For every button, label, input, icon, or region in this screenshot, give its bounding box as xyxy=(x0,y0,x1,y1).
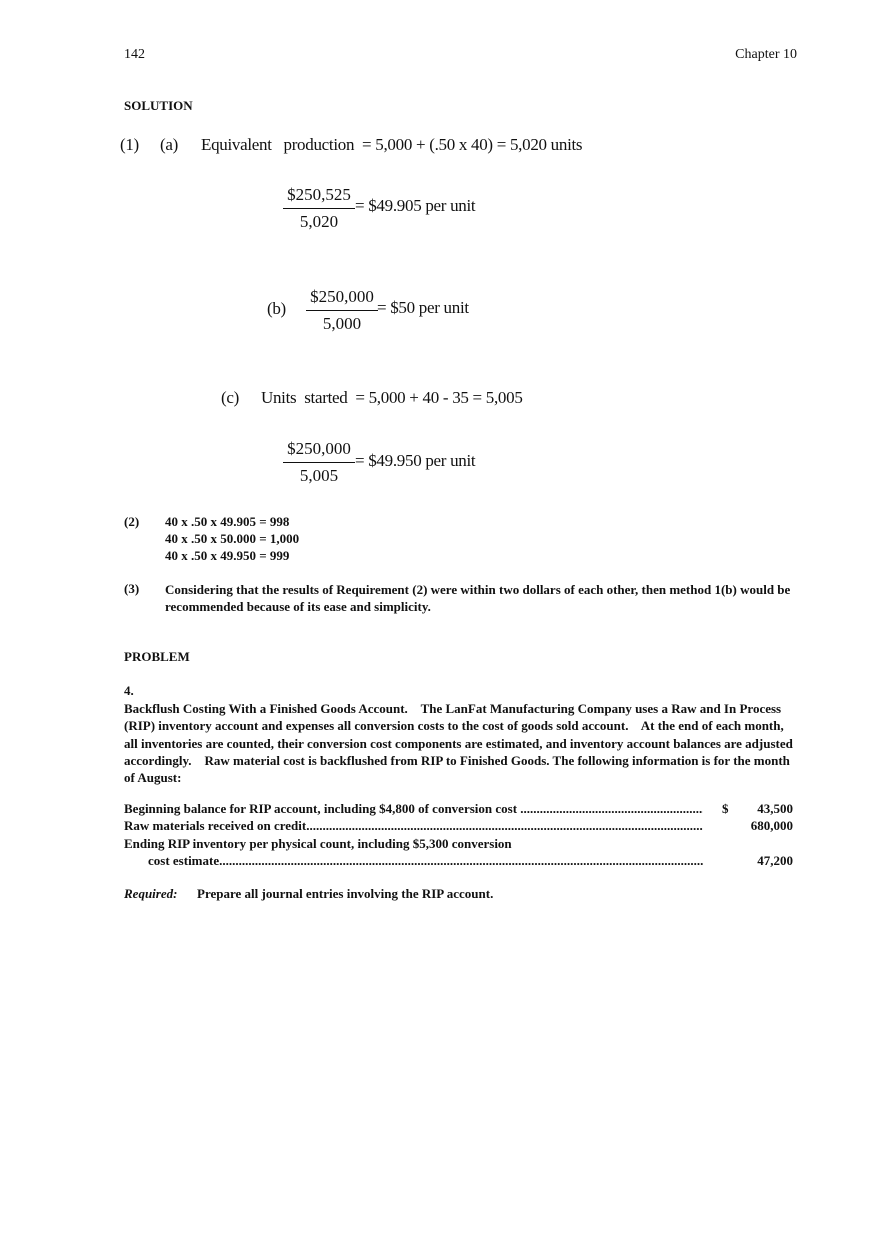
solution-heading: SOLUTION xyxy=(124,98,193,113)
item-label: Raw materials received on credit ..... xyxy=(124,818,703,834)
item-label-continued: cost estimate ..... xyxy=(148,853,703,869)
item-amount: 47,200 xyxy=(757,853,793,868)
part1b-label: (b) xyxy=(267,299,286,318)
problem-description: The LanFat Manufacturing Company uses a Raw and In Process (RIP) inventory account and expenses all conversion costs to the cost of goods sold account. At the end of each month, all inventories are counted, their conversion cost components are estimated, and inventory account balances are adjusted accordingly. Raw material cost is backflushed from RIP to Finished Goods. The following information is for the month of August: xyxy=(124,701,797,786)
problem-title: Backflush Costing With a Finished Goods Account. xyxy=(124,701,408,716)
item-label: Beginning balance for RIP account, including $4,800 of conversion cost ..... xyxy=(124,801,703,817)
part1c-label: (c) xyxy=(221,388,239,407)
part1a-fraction xyxy=(283,185,355,232)
part1c-equation: Units started = 5,000 + 40 - 35 = 5,005 xyxy=(261,388,523,407)
part1a-numerator: $250,525 xyxy=(287,185,351,204)
required-label: Required: xyxy=(124,886,178,901)
part2-line: 40 x .50 x 49.905 = 998 xyxy=(165,514,290,529)
part1c-numerator: $250,000 xyxy=(287,439,351,458)
part1b-numerator: $250,000 xyxy=(310,287,374,306)
part1b-fraction xyxy=(306,287,378,334)
part2-line: 40 x .50 x 49.950 = 999 xyxy=(165,548,290,563)
part1a-denominator: 5,020 xyxy=(283,208,355,232)
part1c-denominator: 5,005 xyxy=(283,462,355,486)
part1b-result: = $50 per unit xyxy=(377,298,469,317)
part1a-result: = $49.905 per unit xyxy=(355,196,476,215)
chapter-label: Chapter 10 xyxy=(735,47,797,62)
part1-label: (1) xyxy=(120,135,139,154)
part1a-equation: Equivalent production = 5,000 + (.50 x 40) = 5,020 units xyxy=(201,135,583,154)
part1c-fraction xyxy=(283,439,355,486)
part2-line: 40 x .50 x 50.000 = 1,000 xyxy=(165,531,300,546)
item-label: Ending RIP inventory per physical count, including $5,300 conversion xyxy=(124,836,512,851)
page-number: 142 xyxy=(124,47,145,62)
part3-label: (3) xyxy=(124,581,140,596)
problem-number: 4. xyxy=(124,683,134,698)
part1c-result: = $49.950 per unit xyxy=(355,451,476,470)
item-amount: 680,000 xyxy=(750,818,793,833)
item-currency: $ xyxy=(722,801,729,816)
required-text: Prepare all journal entries involving the RIP account. xyxy=(197,886,494,901)
part1a-label: (a) xyxy=(160,135,178,154)
part2-label: (2) xyxy=(124,514,140,529)
problem-statement xyxy=(124,700,796,786)
item-amount: 43,500 xyxy=(757,801,793,816)
part3-text: Considering that the results of Requirement (2) were within two dollars of each other, then method 1(b) would be recommended because of its ease and simplicity. xyxy=(165,582,791,615)
problem-heading: PROBLEM xyxy=(124,649,190,664)
part1b-denominator: 5,000 xyxy=(306,310,378,334)
